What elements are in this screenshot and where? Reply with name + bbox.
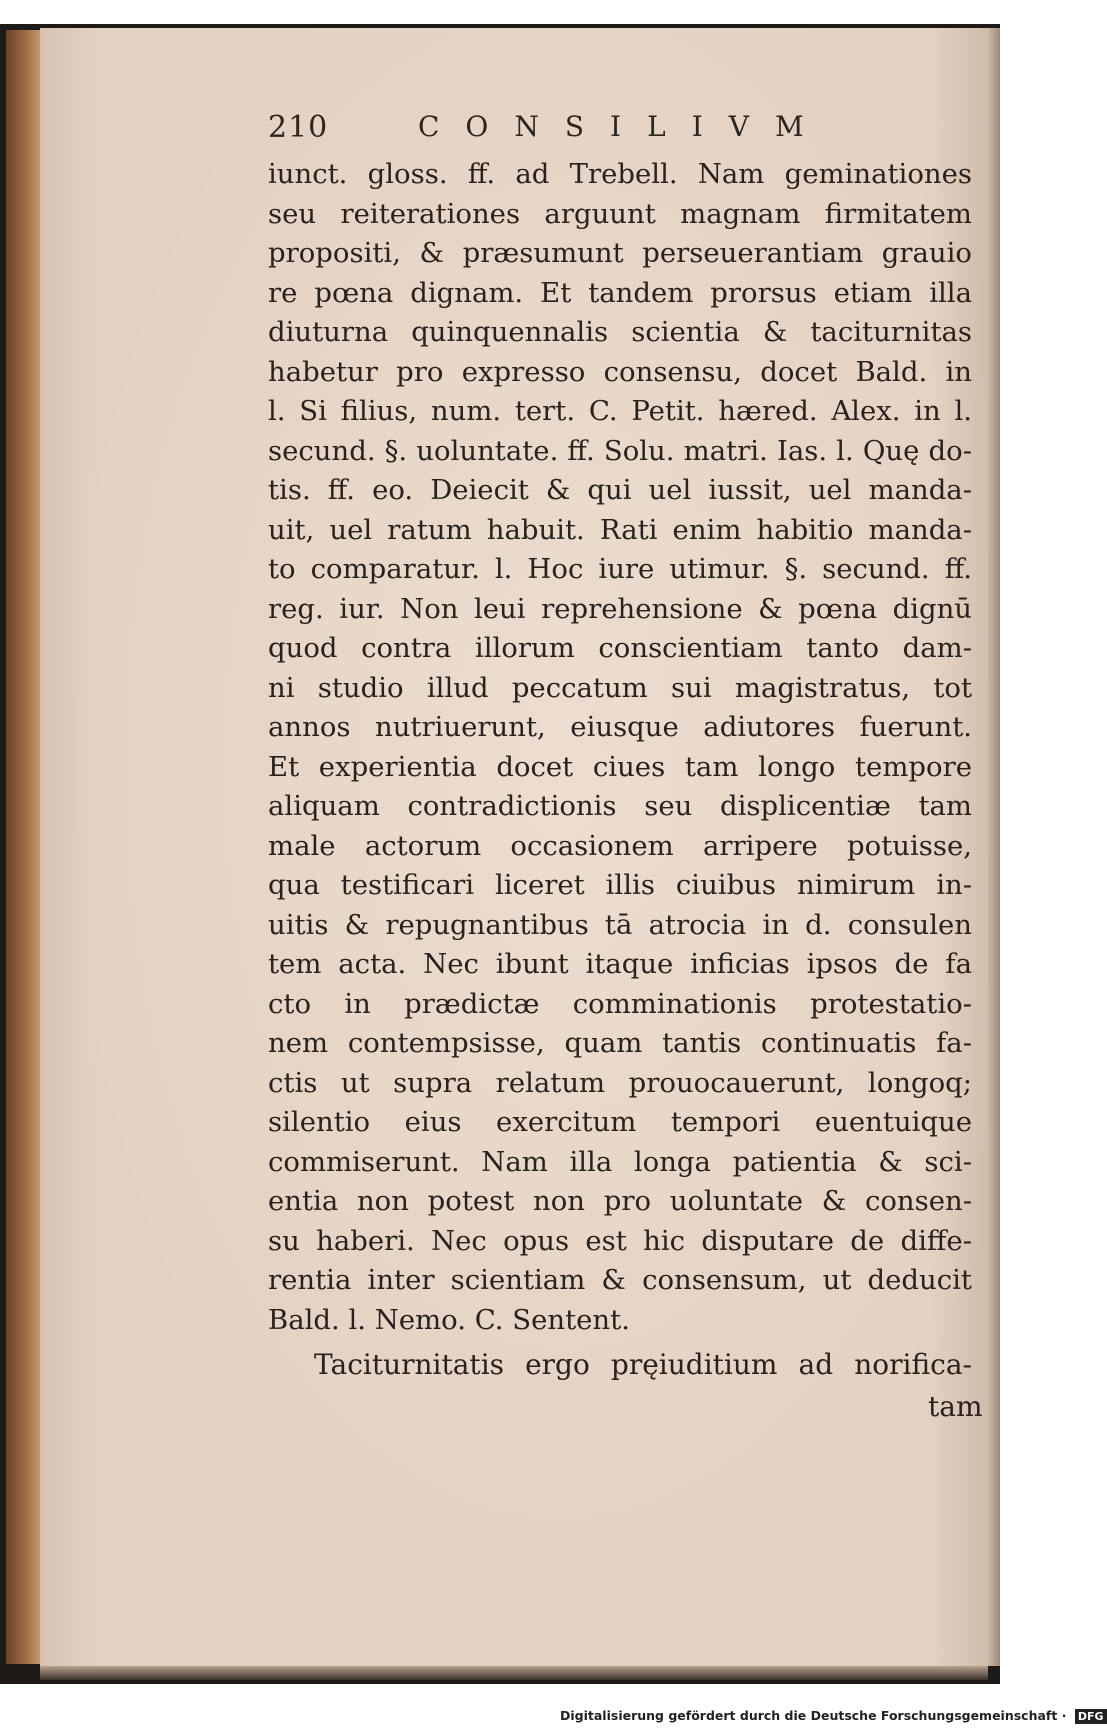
text-line: reg. iur. Non leui reprehensione & pœna dignū: [268, 592, 972, 625]
text-line: rentia inter scientiam & consensum, ut deducit: [268, 1264, 972, 1296]
text-line: annos nutriuerunt, eiusque adiutores fuerunt.: [268, 711, 972, 743]
text-line: Et experientia docet ciues tam longo tempore: [268, 750, 972, 783]
main-text-block: [268, 155, 972, 1340]
page-right-edge: [988, 28, 1000, 1666]
text-line: habetur pro expresso consensu, docet Bald. in: [268, 355, 972, 388]
text-line: seu reiterationes arguunt magnam firmitatem: [268, 197, 972, 230]
text-line: diuturna quinquennalis scientia & taciturnitas: [268, 316, 972, 348]
running-title: CONSILIVM: [418, 110, 830, 143]
text-line: ni studio illud peccatum sui magistratus, tot: [268, 671, 972, 704]
text-line: entia non potest non pro uoluntate & consen-: [268, 1185, 972, 1217]
text-line: re pœna dignam. Et tandem prorsus etiam illa: [268, 276, 972, 309]
page-number: 210: [268, 110, 329, 145]
book-cover-edge: [6, 30, 40, 1664]
text-line: commiserunt. Nam illa longa patientia & sci-: [268, 1145, 972, 1178]
dfg-logo: DFG: [1075, 1709, 1107, 1724]
text-line: su haberi. Nec opus est hic disputare de diffe-: [268, 1224, 972, 1257]
digitization-credit: [560, 1708, 1104, 1730]
text-line: propositi, & præsumunt perseuerantiam grauio: [268, 237, 972, 269]
text-line: aliquam contradictionis seu displicentiæ tam: [268, 790, 972, 822]
paragraph-first-line: Taciturnitatis ergo pręiuditium ad norifica-: [314, 1348, 972, 1381]
text-line: tem acta. Nec ibunt itaque inficias ipsos de fa: [268, 948, 972, 980]
text-line: secund. §. uoluntate. ff. Solu. matri. Ias. l. Quę do-: [268, 434, 972, 467]
text-line: male actorum occasionem arripere potuisse,: [268, 829, 972, 862]
text-line: Bald. l. Nemo. C. Sentent.: [268, 1303, 630, 1336]
text-line: nem contempsisse, quam tantis continuatis fa-: [268, 1027, 972, 1059]
text-line: iunct. gloss. ff. ad Trebell. Nam geminationes: [268, 158, 972, 190]
page-bottom-edge: [40, 1666, 988, 1680]
text-line: l. Si filius, num. tert. C. Petit. hæred. Alex. in l.: [268, 395, 972, 427]
text-line: silentio eius exercitum tempori euentuique: [268, 1106, 972, 1138]
text-line: qua testificari liceret illis ciuibus nimirum in-: [268, 869, 972, 901]
catchword: tam: [928, 1390, 983, 1423]
text-line: uit, uel ratum habuit. Rati enim habitio manda-: [268, 513, 972, 546]
text-line: quod contra illorum conscientiam tanto dam-: [268, 632, 972, 664]
text-line: tis. ff. eo. Deiecit & qui uel iussit, uel manda-: [268, 474, 972, 506]
text-line: uitis & repugnantibus tā atrocia in d. consulen: [268, 908, 972, 941]
text-line: to comparatur. l. Hoc iure utimur. §. secund. ff.: [268, 553, 972, 585]
text-line: ctis ut supra relatum prouocauerunt, longoq;: [268, 1066, 972, 1099]
text-line: cto in prædictæ comminationis protestatio-: [268, 987, 972, 1020]
running-header: [268, 110, 868, 150]
second-paragraph: [314, 1342, 972, 1388]
credit-text: Digitalisierung gefördert durch die Deutsche Forschungsgemeinschaft ·: [560, 1708, 1067, 1723]
